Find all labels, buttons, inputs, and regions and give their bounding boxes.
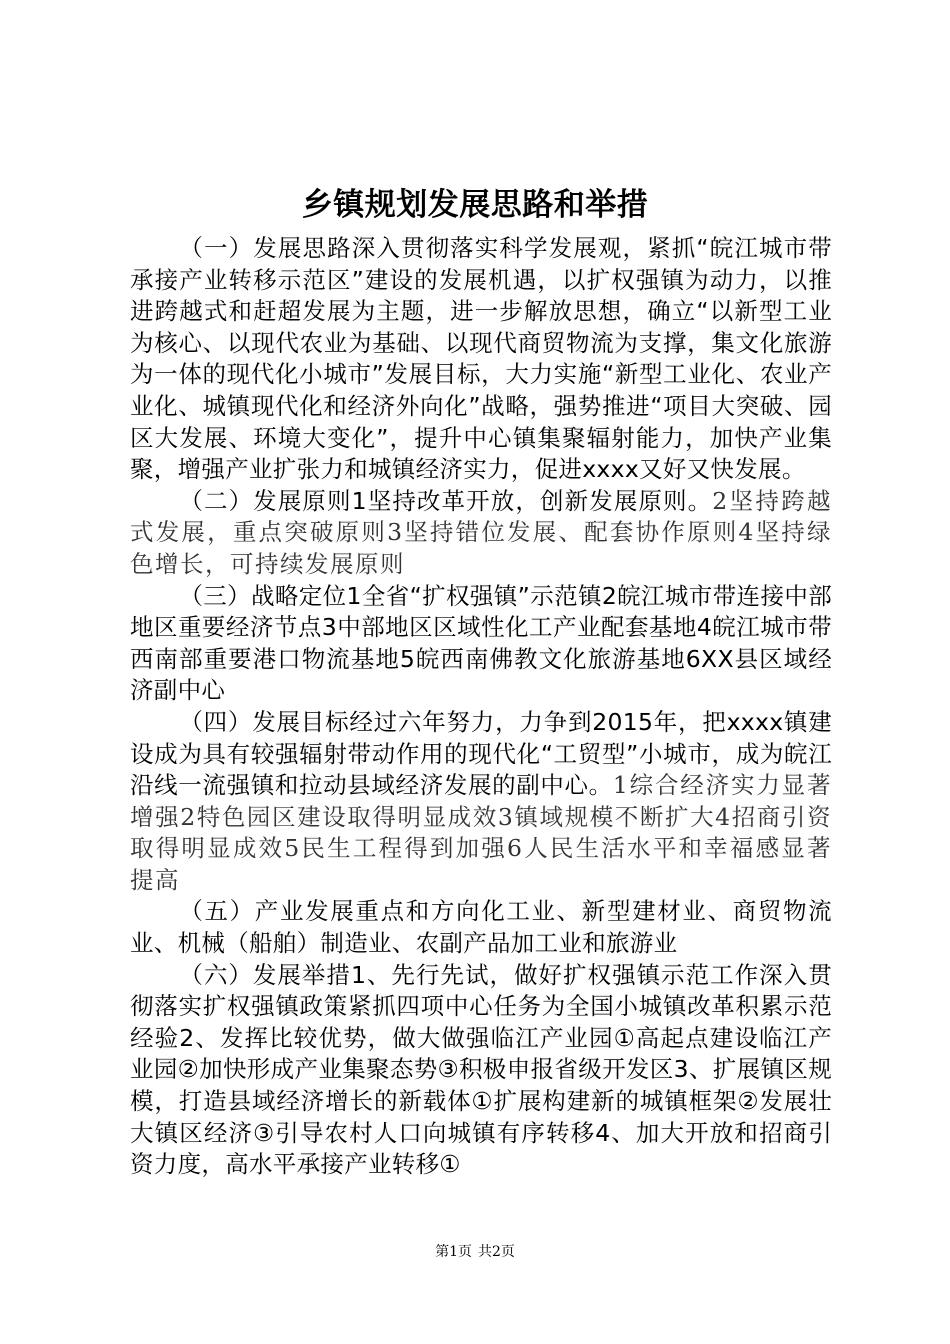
paragraph-text-continued: 1综合经济实力显著增强2特色园区建设取得明显成效3镇域规模不断扩大4招商引资取得明显成效5民生工程得到加强6人民生活水平和幸福感显著提高 <box>130 771 833 894</box>
page-number: 第1页 <box>435 1244 472 1260</box>
paragraph-text: （六）发展举措1、先行先试，做好扩权强镇示范工作深入贯彻落实扩权强镇政策紧抓四项中心任务为全国小城镇改革积累示范经验2、发挥比较优势，做大做强临江产业园①高起点建设临江产业园②加快形成产业集聚态势③积极申报省级开发区3、扩展镇区规模，打造县域经济增长的新载体①扩展构建新的城镇框架②发展壮大镇区经济③引导农村人口向城镇有序转移4、加大开放和招商引资力度，高水平承接产业转移① <box>130 960 832 1179</box>
paragraph-industry-focus <box>130 896 832 959</box>
document-title: 乡镇规划发展思路和举措 <box>301 187 649 223</box>
paragraph-text: （四）发展目标经过六年努力，力争到2015年，把xxxx镇建设成为具有较强辐射带动作用的现代化“工贸型”小城市，成为皖江沿线一流强镇和拉动县域经济发展的副中心。 <box>130 707 832 800</box>
paragraph-development-approach <box>130 233 832 486</box>
document-body <box>130 233 832 1181</box>
paragraph-text: （二）发展原则1坚持改革开放，创新发展原则。 <box>179 486 713 515</box>
paragraph-text: （三）战略定位1全省“扩权强镇”示范镇2皖江城市带连接中部地区重要经济节点3中部地区区域性化工产业配套基地4皖江城市带西南部重要港口物流基地5皖西南佛教文化旅游基地6XX县区域经济副中心 <box>130 581 832 705</box>
paragraph-text-continued: 2坚持跨越式发展，重点突破原则3坚持错位发展、配套协作原则4坚持绿色增长，可持续发展原则 <box>130 486 833 578</box>
paragraph-text: （一）发展思路深入贯彻落实科学发展观，紧抓“皖江城市带承接产业转移示范区”建设的发展机遇，以扩权强镇为动力，以推进跨越式和赶超发展为主题，进一步解放思想，确立“以新型工业为核心、以现代农业为基础、以现代商贸物流为支撑，集文化旅游为一体的现代化小城市”发展目标，大力实施“新型工业化、农业产业化、城镇现代化和经济外向化”战略，强势推进“项目大突破、园区大发展、环境大变化”，提升中心镇集聚辐射能力，加快产业集聚，增强产业扩张力和城镇经济实力，促进xxxx又好又快发展。 <box>130 234 832 484</box>
paragraph-development-measures <box>130 960 832 1181</box>
paragraph-development-principles <box>130 486 832 581</box>
paragraph-development-goals <box>130 707 832 897</box>
page-count: 共2页 <box>478 1244 515 1260</box>
paragraph-strategic-positioning <box>130 581 832 707</box>
page-footer <box>0 1242 950 1262</box>
paragraph-text: （五）产业发展重点和方向化工业、新型建材业、商贸物流业、机械（船舶）制造业、农副产品加工业和旅游业 <box>130 897 832 958</box>
